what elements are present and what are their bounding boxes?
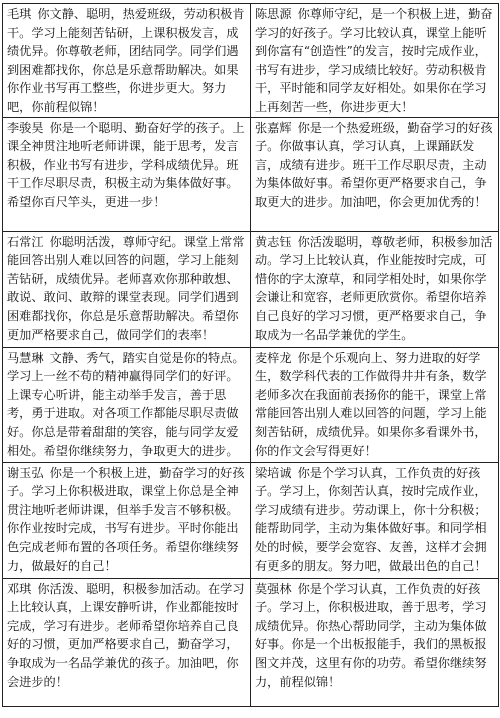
student-name: 梁培诚: [255, 465, 292, 480]
comment-cell: [3, 4, 251, 118]
student-name: 邓琪: [7, 581, 32, 596]
table-row: [3, 117, 499, 231]
comment-text: 你尊师守纪，是一个积极上进，勤奋学习的好孩子。学习比较认真，课堂上能听到你富有“创造性”的发言，按时完成作业，书写有进步，学习成绩比较好。劳动积极肯干，平时能和同学友好相处。如果你在学习上再刻苦一些，你进步更大！: [255, 7, 493, 114]
table-row: [3, 347, 499, 462]
comment-cell: [251, 117, 499, 231]
comment-text: 你是一个积极上进，勤奋学习的好孩子。学习上你积极进取，课堂上你总是全神贯注地听老师讲课，但举手发言不够积极。你作业按时完成，书写有进步。平时你能出色完成老师布置的各项任务。希望你继续努力，做最好的自己！: [7, 465, 245, 573]
comment-cell: [3, 462, 251, 578]
comment-text: 你是个学习认真，工作负责的好孩子。学习上，你积极进取，善于思考，学习成绩优异。你热心帮助同学，主动为集体做好事。你是一个出板报能手，我们的黑板报图文并茂，这里有你的功劳。希望你继续努力，前程似锦！: [255, 581, 487, 689]
student-name: 陈思源: [255, 7, 292, 21]
comment-text: 你是一个热爱班级，勤奋学习的好孩子。你做事认真，学习认真，上课踊跃发言，成绩有进步。班干工作尽职尽责，主动为集体做好事。希望你更严格要求自己，争取更大的进步。加油吧，你会更加优秀的！: [255, 120, 493, 209]
comment-cell: [3, 578, 251, 706]
comment-cell: [251, 4, 499, 118]
comment-text: 你是个乐观向上、努力进取的好学生，数学科代表的工作做得井井有条，数学老师多次在我面前表扬你的能干，课堂上常常能回答出别人难以回答的问题，学习上能刻苦钻研，成绩优异。如果你多看课外书，你的作文会写得更好！: [255, 350, 487, 458]
table-row: [3, 231, 499, 347]
table-row: [3, 578, 499, 706]
comment-cell: [251, 462, 499, 578]
table-row: [3, 4, 499, 118]
comment-cell: [3, 347, 251, 462]
comment-cell: [251, 347, 499, 462]
comment-cell: [3, 117, 251, 231]
student-name: 莫强林: [255, 581, 292, 596]
comment-text: 文静、秀气，踏实自觉是你的特点。学习上一丝不苟的精神赢得同学们的好评。上课专心听讲，能主动举手发言，善于思考，勇于进取。对各项工作都能尽职尽责做好。你总是带着甜甜的笑容，能与同学友爱相处。希望你继续努力，争取更大的进步。: [7, 350, 245, 458]
comment-text: 你活泼聪明，尊敬老师，积极参加活动。学习上比较认真，作业能按时完成，可惜你的字太潦草，和同学相处时，如果你学会谦让和宽容，老师更欣赏你。希望你培养自己良好的学习习惯，更严格要求自己，争取成为一名品学兼优的学生。: [255, 234, 493, 342]
comment-cell: [251, 578, 499, 706]
comment-text: 你是个学习认真，工作负责的好孩子。学习上，你刻苦认真，按时完成作业，学习成绩有进步。劳动课上，你十分积极；能帮助同学，主动为集体做好事。和同学相处的时候，要学会宽容、友善，这样才会拥有更多的朋友。努力吧，做最出色的自己！: [255, 465, 487, 573]
student-name: 石常江: [7, 234, 44, 249]
comment-text: 你是一个聪明、勤奋好学的孩子。上课全神贯注地听老师讲课，能于思考，发言积极，作业书写有进步，学科成绩优异。班干工作尽职尽责，积极主动为集体做好事。希望你百尺竿头，更进一步！: [7, 120, 245, 209]
student-name: 谢玉弘: [7, 465, 44, 480]
comment-cell: [251, 231, 499, 347]
student-name: 麦梓龙: [255, 350, 292, 365]
student-name: 张嘉辉: [255, 120, 292, 135]
table-row: [3, 462, 499, 578]
comment-cell: [3, 231, 251, 347]
student-name: 马慧琳: [7, 350, 44, 365]
student-name: 毛琪: [7, 7, 32, 21]
comment-text: 你聪明活泼，尊师守纪。课堂上常常能回答出别人难以回答的问题，学习上能刻苦钻研，成绩优异。老师喜欢你那种敢想、敢说、敢问、敢辩的课堂表现。同学们遇到困难都找你，你总是乐意帮助解决。希望你更加严格要求自己，做同学们的表率！: [7, 234, 245, 342]
comment-text: 你活泼、聪明，积极参加活动。在学习上比较认真，上课安静听讲，作业都能按时完成，学习有进步。老师希望你培养自己良好的习惯，更加严格要求自己，勤奋学习，争取成为一名品学兼优的孩子。加油吧，你会进步的！: [7, 581, 245, 689]
student-name: 李骏昊: [7, 120, 44, 135]
student-comments-table: [2, 3, 499, 707]
student-name: 黄志钰: [255, 234, 292, 249]
comment-text: 你文静、聪明，热爱班级，劳动积极肯干。学习上能刻苦钻研，上课积极发言，成绩优异。你尊敬老师，团结同学。同学们遇到困难都找你，你总是乐意帮助解决。如果你作业书写再工整些，你进步更大。努力吧，你前程似锦！: [7, 7, 245, 114]
